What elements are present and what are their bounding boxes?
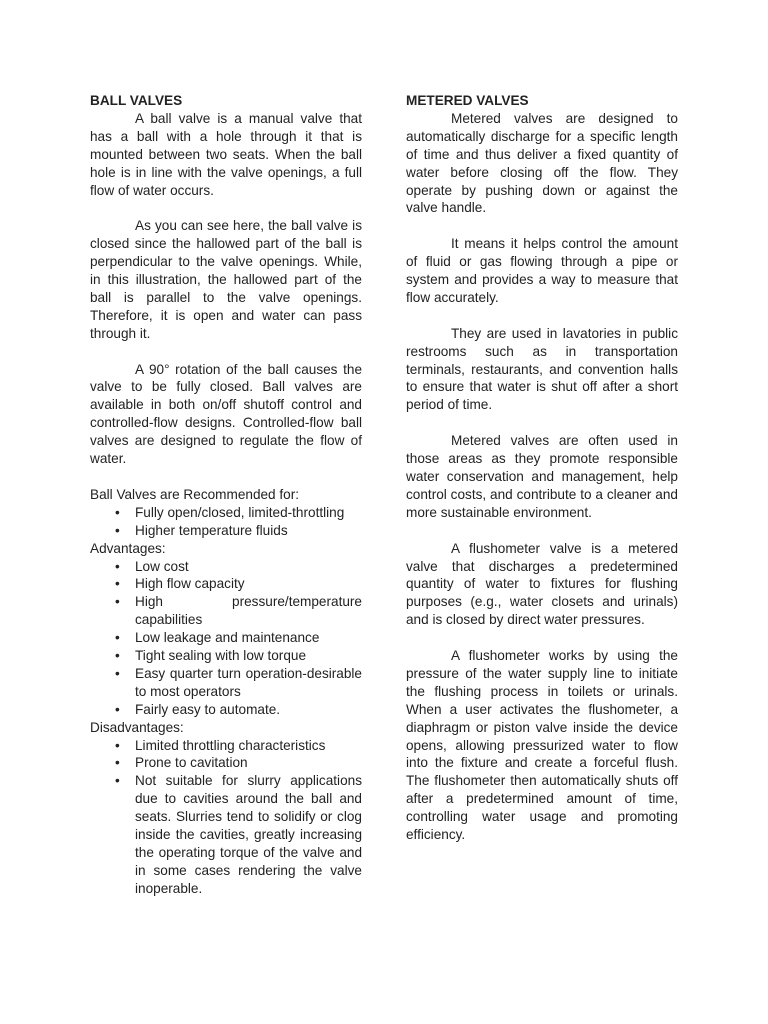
metered-valves-paragraph: Metered valves are often used in those areas as they promote responsible water conservation and management, help control costs, and contribute to a cleaner and more sustainable environment. [406, 433, 678, 520]
metered-valves-heading: METERED VALVES [406, 93, 529, 108]
metered-valves-column [406, 92, 678, 862]
metered-valves-paragraph: They are used in lavatories in public restrooms such as in transportation terminals, restaurants, and convention halls to ensure that water is shut off after a short period of time. [406, 325, 678, 413]
metered-valves-paragraph: Metered valves are designed to automatically discharge for a specific length of time and thus deliver a fixed quantity of water before closing off the flow. They operate by pushing down or against the valve handle. [406, 110, 678, 216]
ball-valves-paragraph: A ball valve is a manual valve that has a ball with a hole through it that is mounted between two seats. When the ball hole is in line with the valve openings, a full flow of water occurs. [90, 110, 362, 198]
advantages-list [90, 558, 362, 719]
ball-valves-paragraph: As you can see here, the ball valve is closed since the hallowed part of the ball is perpendicular to the valve openings. While, in this illustration, the hallowed part of the ball is parallel to the valve openings. Therefore, it is open and water can pass through it. [90, 218, 362, 341]
list-item: • Higher temperature fluids [90, 522, 362, 540]
list-item: • Fairly easy to automate. [90, 701, 362, 719]
recommended-heading: Ball Valves are Recommended for: [90, 486, 300, 502]
disadvantages-heading: Disadvantages: [90, 719, 184, 735]
advantages-heading: Advantages: [90, 540, 166, 556]
ball-valves-paragraph: A 90° rotation of the ball causes the valve to be fully closed. Ball valves are available in both on/off shutoff control and controlled-flow designs. Controlled-flow ball valves are designed to regulate the flow of water. [90, 361, 362, 467]
recommended-list [90, 504, 362, 540]
list-item: • Easy quarter turn operation-desirable to most operators [90, 665, 362, 701]
list-item: • High pressure/temperature capabilities [90, 593, 362, 629]
list-item: • Fully open/closed, limited-throttling [90, 504, 362, 522]
metered-valves-paragraph: It means it helps control the amount of fluid or gas flowing through a pipe or system and provides a way to measure that flow accurately. [406, 236, 678, 305]
list-item: • Low leakage and maintenance [90, 629, 362, 647]
metered-valves-paragraph: A flushometer valve is a metered valve that discharges a predetermined quantity of water to fixtures for flushing purposes (e.g., water closets and urinals) and is closed by direct water pressures. [406, 540, 678, 628]
disadvantages-list [90, 737, 362, 898]
ball-valves-heading: BALL VALVES [90, 93, 183, 108]
list-item: • Not suitable for slurry applications due to cavities around the ball and seats. Slurries tend to solidify or clog inside the cavities, greatly increasing the operating torque of the valve and in some cases rendering the valve inoperable. [90, 772, 362, 897]
list-item: • Prone to cavitation [90, 754, 362, 772]
list-item: • Low cost [90, 558, 362, 576]
list-item: • Tight sealing with low torque [90, 647, 362, 665]
list-item: • High flow capacity [90, 575, 362, 593]
list-item: • Limited throttling characteristics [90, 737, 362, 755]
ball-valves-column [90, 92, 362, 898]
metered-valves-paragraph: A flushometer works by using the pressure of the water supply line to initiate the flushing process in toilets or urinals. When a user activates the flushometer, a diaphragm or piston valve inside the device opens, allowing pressurized water to flow into the fixture and create a forceful flush. The flushometer then automatically shuts off after a predetermined amount of time, controlling water usage and promoting efficiency. [406, 648, 678, 843]
